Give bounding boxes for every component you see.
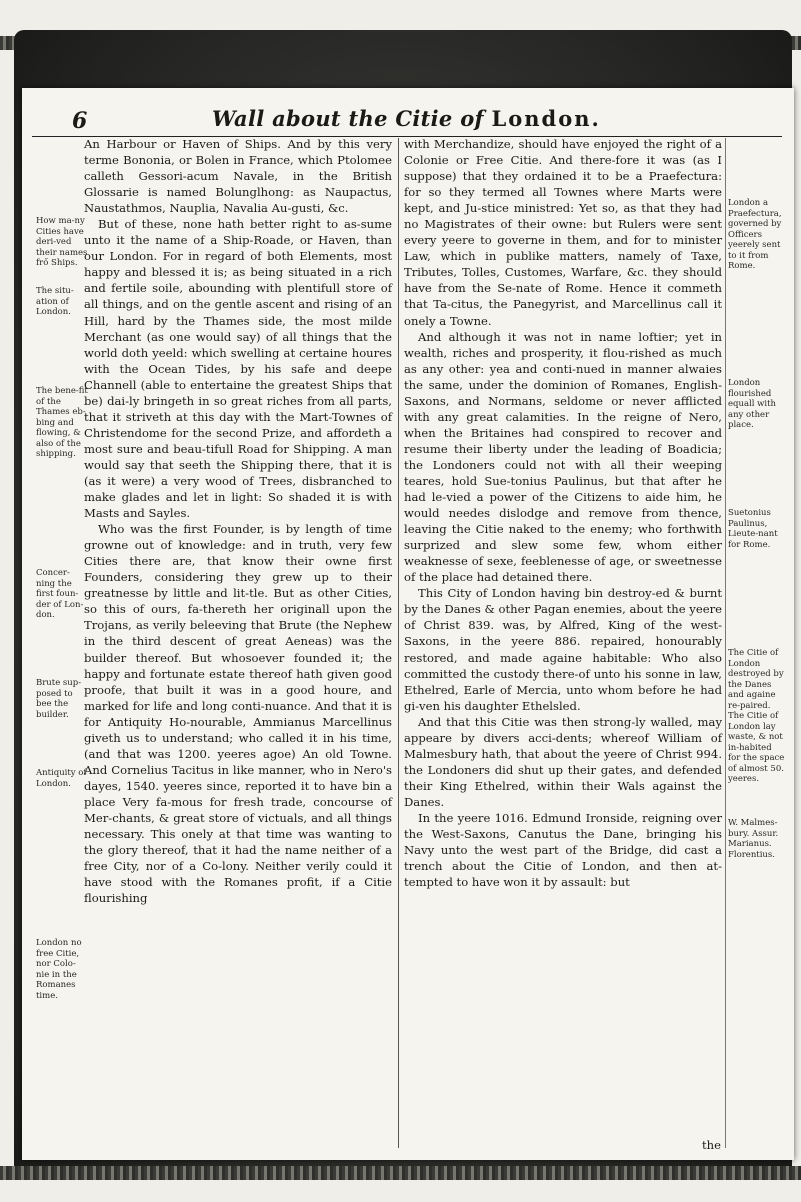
page-header <box>32 102 782 137</box>
margin-note-left: London no free Citie, nor Colo-nie in the Romanes time. <box>36 938 82 1001</box>
margin-note-left: Concer-ning the first foun-der of Lon-don. <box>36 568 84 620</box>
text-column-right <box>404 136 722 890</box>
margin-note-right: London a Praefectura, governed by Officers yeerely sent to it from Rome. <box>728 198 782 271</box>
catchword: the <box>702 1138 721 1152</box>
margin-note-right: The Citie of London destroyed by the Danes and againe re-paired. The Citie of London lay waste, & not in-habited for the space of almost 50. yeeres. <box>728 648 785 784</box>
paragraph: And although it was not in name loftier; yet in wealth, riches and prosperity, it flou-rished as much as any other: yea and conti-nued in manner alwaies the same, under the dominion of Romanes, English-Saxons, and Normans, seldome or never afflicted with any great calamities. In the reigne of Nero, when the Britaines had conspired to recover and resume their liberty under the leading of Boadicia; the Londoners could not with all their weeping teares, hold Sue-tonius Paulinus, but that after he had le-vied a power of the Citizens to aide him, he would needes dislodge and remove from thence, leaving the Citie naked to the enemy; who forthwith surprized and slew some few, whom either weaknesse of sexe, feeblenesse of age, or sweetnesse of the place had detained there. <box>404 329 722 585</box>
margin-note-left: Antiquity of London. <box>36 768 87 789</box>
book-page <box>22 88 794 1160</box>
running-head-italic: Wall about the Citie of <box>212 106 484 131</box>
margin-note-left: How ma-ny Cities have deri-ved their names frő Ships. <box>36 216 88 268</box>
margin-note-left: The bene-fit of the Thames eb-bing and flowing, & also of the shipping. <box>36 386 88 459</box>
paragraph: An Harbour or Haven of Ships. And by this very terme Bononia, or Bolen in France, which Ptolomee calleth Gessori-acum Navale, in the British Glossarie is named Bolunglhong: as Naupactus, Naustathmos, Nauplia, Navalia Au-gusti, &c. <box>84 137 392 216</box>
margin-note-right: Suetonius Paulinus, Lieute-nant for Rome. <box>728 508 778 550</box>
margin-note-right: London flourished equall with any other place. <box>728 378 777 430</box>
margin-note-left: Brute sup-posed to bee the builder. <box>36 678 82 720</box>
margin-note-right: W. Malmes-bury. Assur. Marianus. Florentius. <box>728 818 779 860</box>
margin-note-left: The situ-ation of London. <box>36 286 74 317</box>
paragraph: But of these, none hath better right to as-sume unto it the name of a Ship-Roade, or Haven, than our London. For in regard of both Elements, most happy and blessed it is; as being situated in a rich and fertile soile, abounding with plentifull store of all things, and on the gentle ascent and rising of an Hill, hard by the Thames side, the most milde Merchant (as one would say) of all things that the world doth yeeld: which swelling at certaine houres with the Ocean Tides, by his safe and deepe Channell (able to entertaine the greatest Ships that be) dai-ly bringeth in so great riches from all parts, that it striveth at this day with the Mart-Townes of Christendome for the second Prize, and affordeth a most sure and beau-tifull Road for Shipping. A man would say that seeth the Shipping there, that it is (as it were) a very wood of Trees, disbranched to make glades and let in light: So shaded it is with Masts and Sayles. <box>84 217 392 521</box>
paragraph: Who was the first Founder, is by length of time growne out of knowledge: and in truth, very few Cities there are, that know their owne first Founders, considering they grew up to their greatnesse by little and lit-tle. But as other Cities, so this of ours, fa-thereth her originall upon the Trojans, as verily beleeving that Brute (the Nephew in the third descent of great Aeneas) was the builder thereof. But whosoever founded it; the happy and fortunate estate thereof hath given good proofe, that built it was in a good houre, and marked for life and long conti-nuance. And that it is for Antiquity Ho-nourable, Ammianus Marcellinus giveth us to understand; who called it in his time, (and that was 1200. yeeres agoe) An old Towne. And Cornelius Tacitus in like manner, who in Nero's dayes, 1540. yeeres since, reported it to have bin a place Very fa-mous for fresh trade, concourse of Mer-chants, & great store of victuals, and all things necessary. This onely at that time was wanting to the glory thereof, that it had the name neither of a free City, nor of a Co-lony. Neither verily could it have stood with the Romanes profit, if a Citie flourishing <box>84 522 392 906</box>
paragraph: In the yeere 1016. Edmund Ironside, reigning over the West-Saxons, Canutus the Dane, bringing his Navy unto the west part of the Bridge, did cast a trench about the Citie of London, and then at-tempted to have won it by assault: but <box>404 810 722 890</box>
running-head <box>212 106 601 131</box>
bottom-edge-strip <box>0 1166 801 1180</box>
paragraph: This City of London having bin destroy-ed & burnt by the Danes & other Pagan enemies, about the yeere of Christ 839. was, by Alfred, King of the west-Saxons, in the yeere 886. repaired, honourably restored, and made againe habitable: Who also committed the custody there-of unto his sonne in law, Ethelred, Earle of Mercia, unto whom before he had gi-ven his daughter Ethelsled. <box>404 586 722 713</box>
column-divider <box>398 138 399 1148</box>
margin-divider <box>725 138 726 1148</box>
paragraph: with Merchandize, should have enjoyed the right of a Colonie or Free Citie. And there-fore it was (as I suppose) that they ordained it to be a Praefectura: for so they termed all Townes where Marts were kept, and Ju-stice ministred: Yet so, as that they had no Magistrates of their owne: but Rulers were sent every yeere to governe in them, and for to minister Law, which in publike matters, namely of Taxe, Tributes, Tolles, Customes, Warfare, &c. they should have from the Se-nate of Rome. Hence it commeth that Ta-citus, the Panegyrist, and Marcellinus call it onely a Towne. <box>404 137 722 328</box>
text-column-left <box>84 136 392 906</box>
page-number: 6 <box>72 108 88 134</box>
paragraph: And that this Citie was then strong-ly walled, may appeare by divers acci-dents; whereof William of Malmesbury hath, that about the yeere of Christ 994. the Londoners did shut up their gates, and defended their King Ethelred, within their Wals against the Danes. <box>404 714 722 809</box>
running-head-caps: London. <box>491 106 601 131</box>
